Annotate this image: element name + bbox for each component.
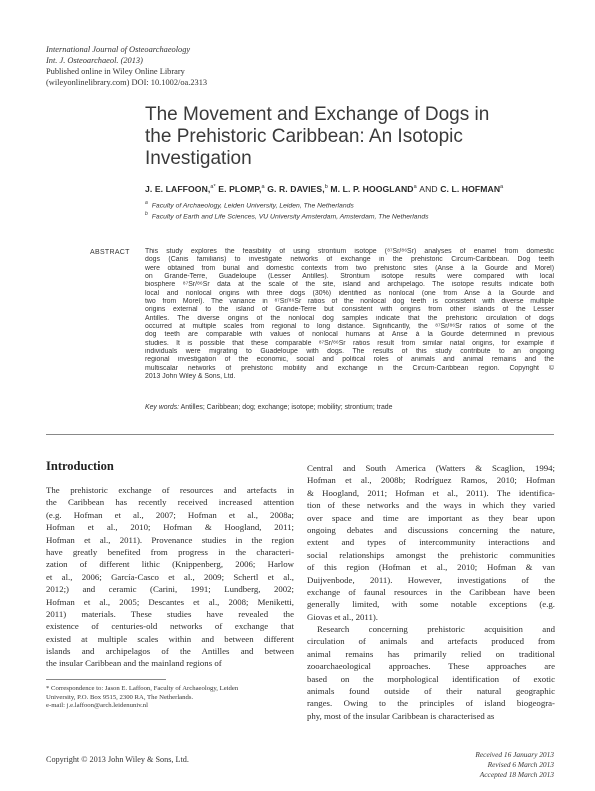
body-text-line: Hofman et al., 2011). Provenance studies in the region bbox=[46, 534, 294, 545]
body-text-line: Hofman et al., 2008b; Rodríguez Ramos, 2010; Hofman bbox=[307, 475, 555, 486]
keywords-label: Key words: bbox=[145, 404, 180, 411]
body-text-line: ranges. Owing to the principles of island biogeogra- bbox=[307, 698, 555, 709]
abstract-line: regional investigation of the economic, social and political roles of animals and animal remains and the bbox=[145, 356, 554, 364]
accepted-date: Accepted 18 March 2013 bbox=[479, 770, 554, 779]
abstract-line: were obtained from burial and domestic contexts from two prehistoric sites (Anse à la Gourde and Morel) bbox=[145, 264, 554, 272]
body-text-line: of this region (Hofman et al., 2010; Hofman & van bbox=[307, 562, 555, 573]
abstract-label: ABSTRACT bbox=[90, 249, 130, 256]
footnote-email[interactable]: e-mail: j.e.laffoon@arch.leidenuniv.nl bbox=[46, 702, 148, 710]
body-text-line: Research concerning prehistoric acquisition and bbox=[317, 624, 555, 635]
author-name: J. E. LAFFOON, bbox=[145, 184, 211, 194]
journal-header bbox=[46, 44, 346, 88]
title-line: Investigation bbox=[145, 148, 252, 169]
doi-link[interactable]: (wileyonlinelibrary.com) DOI: 10.1002/oa.2313 bbox=[46, 78, 208, 87]
article-dates bbox=[410, 750, 554, 780]
title-line: the Prehistoric Caribbean: An Isotopic bbox=[145, 126, 463, 147]
received-date: Received 16 January 2013 bbox=[475, 750, 554, 759]
title-line: The Movement and Exchange of Dogs in bbox=[145, 104, 490, 125]
body-text-line: ongoing debates and discussions concerning the nature, bbox=[307, 524, 555, 535]
affiliation-text: Faculty of Earth and Life Sciences, VU University Amsterdam, Amsterdam, The Netherlands bbox=[151, 213, 429, 221]
body-text-line: The prehistoric exchange of resources and artefacts in bbox=[46, 485, 294, 495]
body-text-line: existed at multiple scales within and between different bbox=[46, 633, 294, 644]
correspondence-footnote bbox=[46, 685, 296, 711]
body-text-line: extent and types of intercommunity interactions and bbox=[307, 537, 555, 548]
footnote-line: * Correspondence to: Jason E. Laffoon, Faculty of Archaeology, Leiden bbox=[46, 685, 239, 692]
body-text-line: over space and time are important as they bear upon bbox=[307, 512, 555, 523]
body-text-line: tion of these networks and the ways in which they varied bbox=[307, 500, 555, 511]
affiliation-b bbox=[145, 211, 565, 220]
abstract-line: two from Morel). The variance in ⁸⁷Sr/⁸⁶Sr ratios of the nonlocal dog teeth is consistent with diverse multiple bbox=[145, 298, 554, 306]
body-text-line: Hofman et al., 2005; Descantes et al., 2008; Meniketti, bbox=[46, 596, 294, 607]
body-text-line: have greatly benefited from progress in the characteri- bbox=[46, 546, 294, 557]
body-text-line: social relationships amongst the prehistoric communities bbox=[307, 549, 555, 560]
abstract-line: 2013 John Wiley & Sons, Ltd. bbox=[145, 373, 236, 381]
author-affiliation-mark: a* bbox=[210, 184, 216, 191]
body-text-line: the Caribbean has recently received increased attention bbox=[46, 497, 294, 508]
body-text-line: generally limited, with some notable exceptions (e.g. bbox=[307, 599, 555, 610]
authors-conjunction: AND bbox=[419, 184, 438, 194]
footnote-divider bbox=[46, 679, 166, 680]
abstract-line: biosphere ⁸⁷Sr/⁸⁶Sr data at the scale of the site, island and archipelago. The isotope results indicate both bbox=[145, 281, 554, 289]
affiliation-mark: b bbox=[145, 211, 148, 217]
author-affiliation-mark: a bbox=[413, 184, 417, 191]
body-text-line: based on the morphological identification of exotic bbox=[307, 673, 555, 684]
abstract-line: origins external to the island of Grande-Terre but consistent with origins from other islands of the Lesser bbox=[145, 306, 554, 314]
abstract-line: dogs (Canis familiaris) to investigate networks of exchange in the prehistoric Circum-Caribbean. Dog teeth bbox=[145, 256, 554, 264]
body-text-line: zation of different lithic (Knippenberg, 2006; Harlow bbox=[46, 559, 294, 570]
abstract-line: studies. It is possible that these comparable ⁸⁷Sr/⁸⁶Sr ratios result from similar natal origins, for example if bbox=[145, 339, 554, 347]
affiliation-mark: a bbox=[145, 200, 148, 206]
affiliation-text: Faculty of Archaeology, Leiden University, Leiden, The Netherlands bbox=[151, 202, 354, 210]
body-text-line: the insular Caribbean and the mainland regions of bbox=[46, 658, 222, 669]
body-text-line: circulation of animals and artefacts produced from bbox=[307, 636, 555, 647]
abstract-line: occurred at multiple scales from regional to long distance. Significantly, the ⁸⁷Sr/⁸⁶Sr ratios of some of the bbox=[145, 323, 554, 331]
body-text-line: zooarchaeological approaches. These approaches are bbox=[307, 661, 555, 672]
published-online: Published online in Wiley Online Library bbox=[46, 67, 185, 76]
author-name: M. L. P. HOOGLAND bbox=[330, 184, 414, 194]
keywords bbox=[145, 404, 565, 411]
section-divider bbox=[46, 434, 554, 435]
author-name: E. PLOMP, bbox=[218, 184, 262, 194]
body-text-line: exchange of faunal resources in the Caribbean have been bbox=[307, 586, 555, 597]
section-heading-introduction: Introduction bbox=[46, 459, 114, 473]
abstract-body bbox=[145, 248, 554, 382]
footnote-line: University, P.O. Box 9515, 2300 RA, The Netherlands. bbox=[46, 693, 194, 701]
abstract-line: individuals were migrating to Guadeloupe with dogs. The results of this study contribute to an ongoing bbox=[145, 348, 554, 356]
body-text-line: phy, most of the insular Caribbean is characterised as bbox=[307, 710, 495, 721]
author-name: G. R. DAVIES, bbox=[267, 184, 325, 194]
body-text-line: Duijvenbode, 2011). However, investigations of the bbox=[307, 574, 555, 585]
author-name: C. L. HOFMAN bbox=[440, 184, 501, 194]
keywords-list: Antilles; Caribbean; dog; exchange; isotope; mobility; strontium; trade bbox=[180, 404, 393, 411]
body-text-line: et al., 2006; García-Casco et al., 2009; Schertl et al., bbox=[46, 571, 294, 582]
journal-name: International Journal of Osteoarchaeology bbox=[46, 45, 191, 54]
author-list bbox=[145, 184, 565, 194]
author-affiliation-mark: a bbox=[500, 184, 504, 191]
body-text-line: animal remains has primarily relied on traditional bbox=[307, 648, 555, 659]
journal-citation: Int. J. Osteoarchaeol. (2013) bbox=[46, 56, 143, 65]
abstract-line: This study explores the feasibility of using strontium isotope (⁸⁷Sr/⁸⁶Sr) analyses of enamel from domestic bbox=[145, 248, 554, 255]
article-title bbox=[145, 104, 555, 170]
revised-date: Revised 6 March 2013 bbox=[487, 760, 554, 769]
abstract-line: on Grande-Terre, Guadeloupe (Lesser Antilles). Strontium isotope results were compared with local bbox=[145, 273, 554, 281]
body-text-line: Hofman et al., 2010; Hofman & Hoogland, 2011; bbox=[46, 522, 294, 533]
copyright-notice: Copyright © 2013 John Wiley & Sons, Ltd. bbox=[46, 755, 189, 764]
body-text-line: (e.g. Hofman et al., 2007; Hofman et al., 2008a; bbox=[46, 509, 294, 520]
abstract-line: local and nonlocal origins with three dogs (30%) identified as nonlocal (one from Anse à la Gourde and bbox=[145, 289, 554, 297]
body-text-line: existence of centuries-old networks of exchange that bbox=[46, 621, 294, 632]
body-text-line: 2011) materials. These studies have revealed the bbox=[46, 608, 294, 619]
body-text-line: animals found outside of their natural geographic bbox=[307, 686, 555, 697]
body-text-line: Giovas et al., 2011). bbox=[307, 611, 379, 622]
author-affiliation-mark: a bbox=[261, 184, 265, 191]
body-column-right bbox=[307, 462, 555, 722]
abstract-line: multiscalar networks of prehistoric mobility and exchange in the Circum-Caribbean region. Copyright © bbox=[145, 364, 554, 372]
body-text-line: Central and South America (Watters & Scaglion, 1994; bbox=[307, 463, 555, 473]
author-affiliation-mark: b bbox=[324, 184, 328, 191]
abstract-line: Antilles. The diverse origins of the nonlocal dog samples indicate that the prehistoric circulation of dogs bbox=[145, 314, 554, 322]
body-text-line: islands and archipelagos of the Antilles and between bbox=[46, 646, 294, 657]
body-column-left bbox=[46, 484, 294, 670]
body-text-line: 2012;) and ceramic (Carini, 1991; Lundberg, 2002; bbox=[46, 584, 294, 595]
affiliation-a bbox=[145, 200, 565, 209]
abstract-line: dog teeth are comparable with values of nonlocal humans at Anse à la Gourde determined in previous bbox=[145, 331, 554, 339]
body-text-line: & Hoogland, 2011; Hofman et al., 2011). The identifica- bbox=[307, 487, 555, 498]
